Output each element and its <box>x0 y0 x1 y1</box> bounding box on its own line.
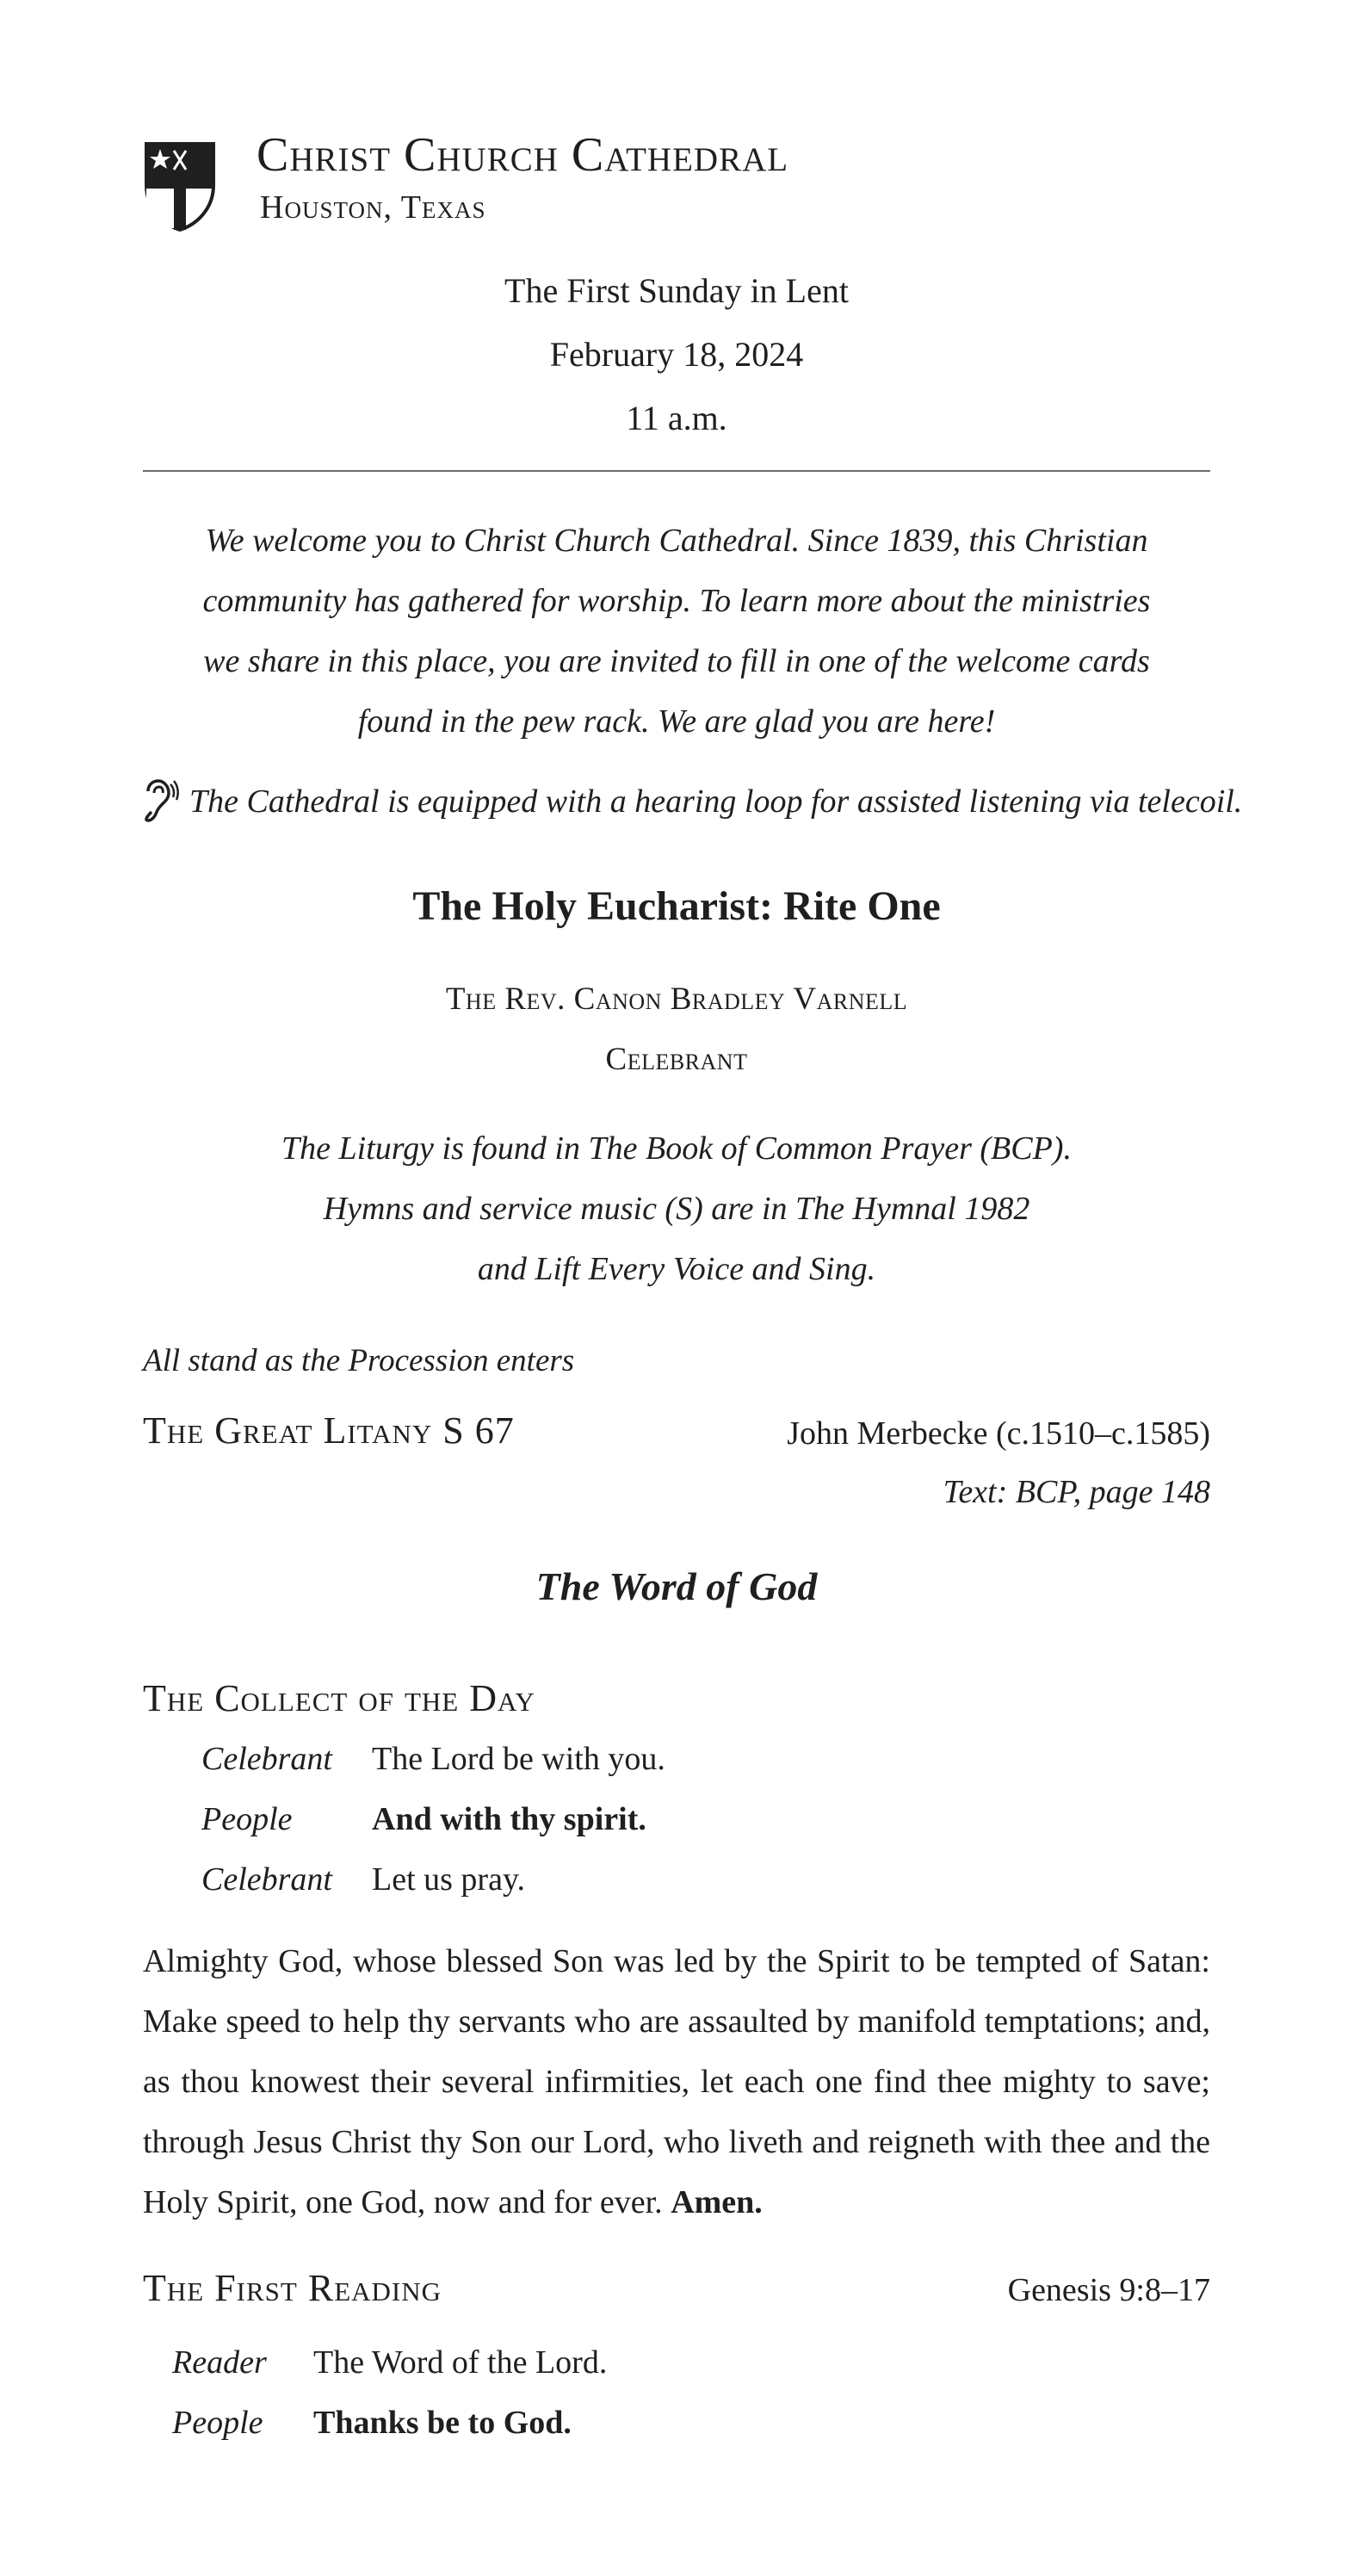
liturgy-line-3: and Lift Every Voice and Sing. <box>477 1251 876 1287</box>
welcome-paragraph: We welcome you to Christ Church Cathedral. Since 1839, this Christian community has gathered for worship. To learn more about the ministries we share in this place, you are invited to fill in one of the welcome cards found in the pew rack. We are glad you are here! <box>202 523 1151 740</box>
hearing-loop-note <box>143 777 1243 826</box>
header-divider <box>143 470 1210 472</box>
service-occasion: The First Sunday in Lent <box>504 271 849 310</box>
dialog-speaker: Celebrant <box>201 1741 332 1777</box>
collect-dialog-line <box>0 1735 1354 1783</box>
hearing-loop-icon <box>143 777 181 822</box>
dialog-text: Let us pray. <box>372 1861 525 1898</box>
collect-heading: The Collect of the Day <box>143 1677 535 1719</box>
reading-dialog-line <box>0 2338 1354 2387</box>
dialog-speaker: People <box>172 2405 263 2441</box>
dialog-speaker: Reader <box>172 2344 267 2381</box>
dialog-speaker: People <box>201 1801 293 1837</box>
great-litany-text-source: Text: BCP, page 148 <box>943 1474 1210 1510</box>
first-reading-heading: The First Reading <box>143 2267 442 2309</box>
liturgy-line-1: The Liturgy is found in The Book of Common Prayer (BCP). <box>281 1130 1072 1167</box>
cathedral-shield-icon <box>143 140 217 233</box>
church-name: Christ Church Cathedral <box>257 128 789 182</box>
collect-amen: Amen. <box>671 2184 763 2220</box>
great-litany-composer: John Merbecke (c.1510–c.1585) <box>787 1415 1210 1452</box>
dialog-text: And with thy spirit. <box>372 1801 646 1837</box>
service-title: The Holy Eucharist: Rite One <box>412 883 941 929</box>
service-time: 11 a.m. <box>626 399 727 437</box>
hearing-loop-text: The Cathedral is equipped with a hearing loop for assisted listening via telecoil. <box>189 783 1243 820</box>
celebrant-role: Celebrant <box>605 1042 748 1077</box>
dialog-text: The Word of the Lord. <box>313 2344 608 2381</box>
collect-dialog-line <box>0 1795 1354 1843</box>
dialog-speaker: Celebrant <box>201 1861 332 1898</box>
church-location: Houston, Texas <box>260 189 486 226</box>
dialog-text: Thanks be to God. <box>313 2405 572 2441</box>
service-date: February 18, 2024 <box>549 335 804 374</box>
celebrant-name: The Rev. Canon Bradley Varnell <box>445 981 908 1017</box>
liturgy-note <box>143 1118 1210 1299</box>
collect-prayer-text: Almighty God, whose blessed Son was led by the Spirit to be tempted of Satan: Make speed to help thy servants who are assaulted by manifold temptations; and, as thou knowest their several infirmities, let each one find thee mighty to save; through Jesus Christ thy Son our Lord, who liveth and reigneth with thee and the Holy Spirit, one God, now and for ever. <box>143 1943 1210 2220</box>
first-reading-citation: Genesis 9:8–17 <box>1007 2272 1210 2308</box>
procession-rubric: All stand as the Procession enters <box>143 1343 575 1378</box>
dialog-text: The Lord be with you. <box>372 1741 665 1777</box>
reading-dialog-line <box>0 2399 1354 2447</box>
collect-dialog-line <box>0 1855 1354 1904</box>
great-litany-heading: The Great Litany S 67 <box>143 1409 515 1452</box>
collect-prayer <box>143 1931 1210 2232</box>
liturgy-line-2: Hymns and service music (S) are in The Hymnal 1982 <box>323 1191 1030 1227</box>
word-of-god-heading: The Word of God <box>535 1564 818 1608</box>
